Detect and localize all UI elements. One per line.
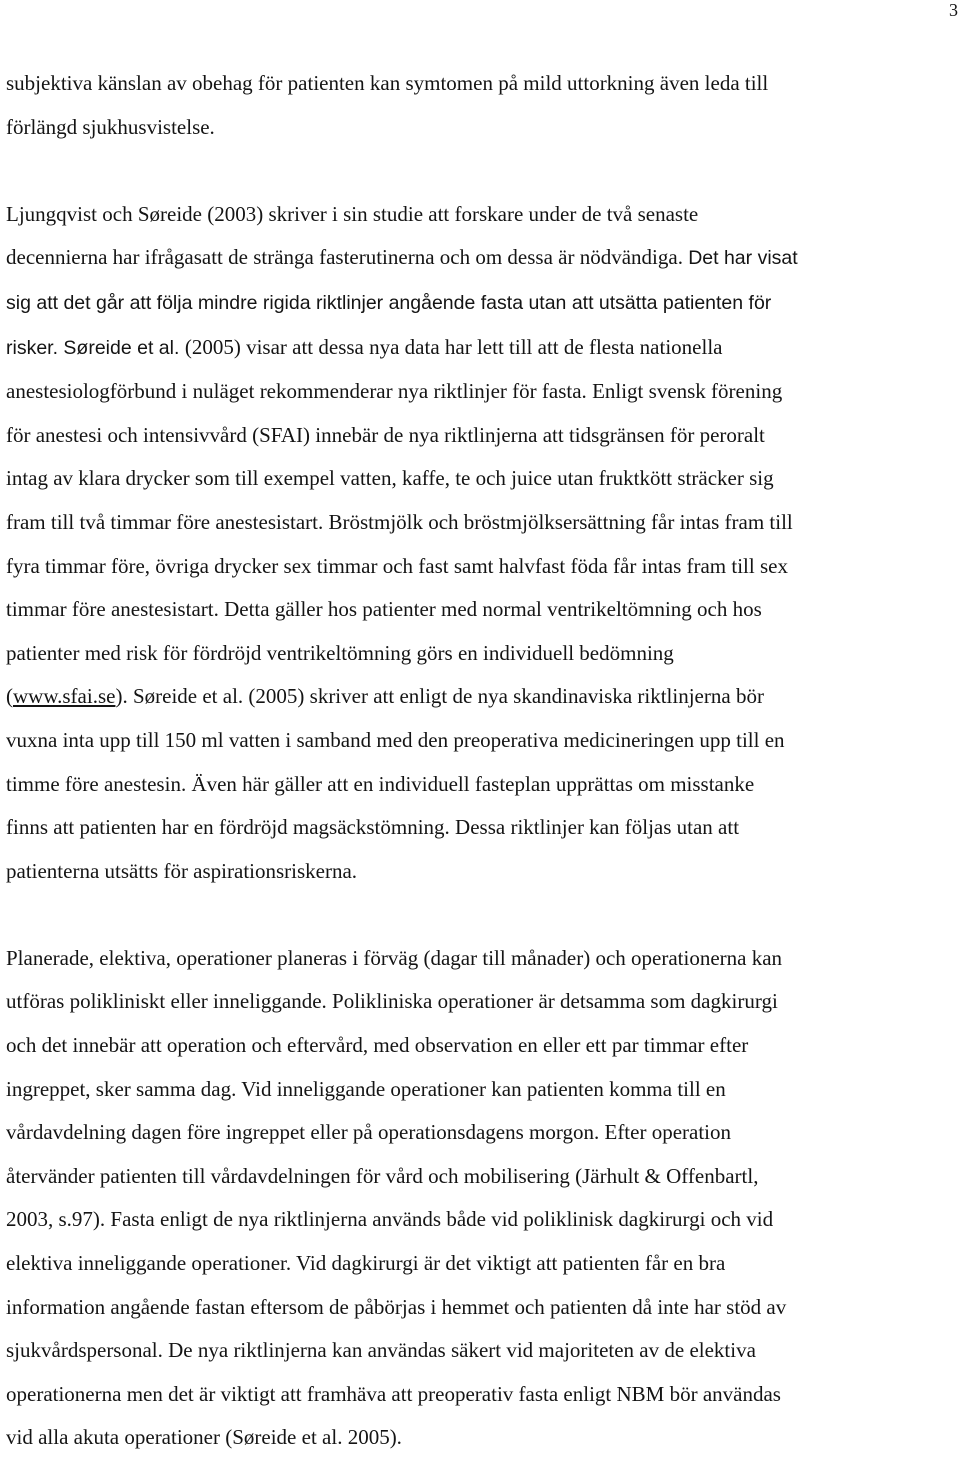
document-body — [6, 62, 956, 1460]
text-line: intag av klara drycker som till exempel vatten, kaffe, te och juice utan fruktkött sträcker sig — [6, 466, 774, 491]
text-line: 2003, s.97). Fasta enligt de nya riktlinjerna används både vid poliklinisk dagkirurgi och vid — [6, 1207, 774, 1232]
text-line: decennierna har ifrågasatt de stränga fasterutinerna och om dessa är nödvändiga. Det har visat — [6, 245, 798, 270]
paragraph-gap — [6, 149, 956, 193]
text-line: utföras polikliniskt eller inneliggande. Polikliniska operationer är detsamma som dagkirurgi — [6, 989, 778, 1014]
text-line: Ljungqvist och Søreide (2003) skriver i sin studie att forskare under de två senaste — [6, 201, 699, 226]
text-line: patienterna utsätts för aspirationsriskerna. — [6, 858, 358, 883]
text-line: fram till två timmar före anestesistart. Bröstmjölk och bröstmjölksersättning får intas fram till — [6, 509, 793, 534]
text-line: subjektiva känslan av obehag för patienten kan symtomen på mild uttorkning även leda till — [6, 71, 769, 95]
text-line: patienter med risk för fördröjd ventrikeltömning görs en individuell bedömning — [6, 640, 674, 665]
text-line: för anestesi och intensivvård (SFAI) innebär de nya riktlinjerna att tidsgränsen för peroralt — [6, 422, 765, 447]
sfai-link[interactable]: www.sfai.se — [13, 684, 116, 709]
paragraph — [6, 937, 956, 1460]
text-line: timmar före anestesistart. Detta gäller hos patienter med normal ventrikeltömning och hos — [6, 597, 762, 622]
text-line: förlängd sjukhusvistelse. — [6, 114, 215, 139]
text-line: elektiva inneliggande operationer. Vid dagkirurgi är det viktigt att patienten får en bra — [6, 1251, 726, 1276]
text-line: vuxna inta upp till 150 ml vatten i samband med den preoperativa medicineringen upp till en — [6, 727, 785, 752]
text-line: finns att patienten har en fördröjd magsäckstömning. Dessa riktlinjer kan följas utan att — [6, 815, 740, 840]
text-line: vårdavdelning dagen före ingreppet eller på operationsdagens morgon. Efter operation — [6, 1120, 732, 1145]
paragraph — [6, 62, 956, 149]
text-line: (www.sfai.se). Søreide et al. (2005) skriver att enligt de nya skandinaviska riktlinjerna bör — [6, 684, 764, 709]
paragraph-gap — [6, 893, 956, 937]
text-line: information angående fastan eftersom de påbörjas i hemmet och patienten då inte har stöd av — [6, 1294, 787, 1319]
paragraph — [6, 193, 956, 894]
text-line: fyra timmar före, övriga drycker sex timmar och fast samt halvfast föda får intas fram till sex — [6, 553, 788, 578]
text-line: ingreppet, sker samma dag. Vid inneliggande operationer kan patienten komma till en — [6, 1076, 726, 1101]
text-line: sig att det går att följa mindre rigida riktlinjer angående fasta utan att utsätta patienten för — [6, 291, 772, 314]
text-line: sjukvårdspersonal. De nya riktlinjerna kan användas säkert vid majoriteten av de elektiva — [6, 1338, 756, 1363]
page-number: 3 — [949, 0, 958, 20]
text-line: återvänder patienten till vårdavdelningen för vård och mobilisering (Järhult & Offenbartl, — [6, 1163, 759, 1188]
text-line: timme före anestesin. Även här gäller att en individuell fasteplan upprättas om misstanke — [6, 771, 755, 796]
text-line: vid alla akuta operationer (Søreide et al. 2005). — [6, 1425, 402, 1450]
text-line: risker. Søreide et al. (2005) visar att dessa nya data har lett till att de flesta nationella — [6, 334, 723, 359]
text-line: och det innebär att operation och eftervård, med observation en eller ett par timmar efter — [6, 1033, 749, 1058]
text-line: operationerna men det är viktigt att framhäva att preoperativ fasta enligt NBM bör användas — [6, 1381, 781, 1406]
text-line: Planerade, elektiva, operationer planeras i förväg (dagar till månader) och operationerna kan — [6, 945, 783, 970]
text-line: anestesiologförbund i nuläget rekommenderar nya riktlinjer för fasta. Enligt svensk förening — [6, 379, 783, 404]
